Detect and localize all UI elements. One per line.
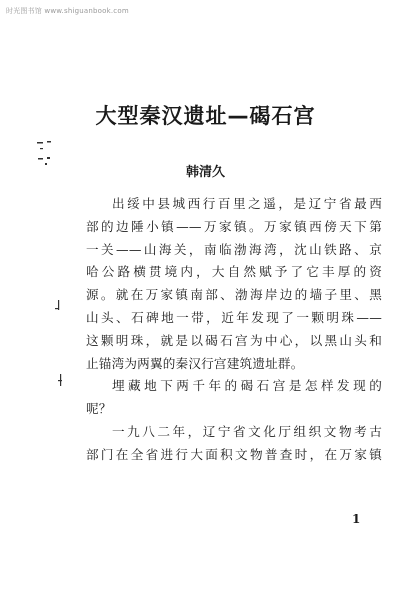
text-line: 出绥中县城西行百里之遥，是辽宁省最西: [112, 196, 382, 211]
text-line: 山头、石碑地一带，近年发现了一颗明珠——: [86, 309, 382, 325]
text-line: 源。就在万家镇南部、渤海岸边的墙子里、黑: [86, 287, 382, 303]
text-line: 这颗明珠，就是以碣石宫为中心，以黑山头和: [86, 332, 382, 348]
paragraph: [86, 421, 382, 467]
watermark: 时光图书馆 www.shiguanbook.com: [6, 7, 129, 15]
page-number: 1: [352, 512, 361, 526]
article-body: [86, 193, 382, 467]
author-name: 韩清久: [185, 165, 225, 180]
text-line: 哈公路横贯境内，大自然赋予了它丰厚的资: [86, 264, 382, 280]
text-line: 部的边陲小镇——万家镇。万家镇西傍天下第: [86, 218, 382, 234]
article-title: 大型秦汉遗址—碣石宫: [95, 104, 316, 128]
paragraph: [86, 375, 382, 421]
text-line: 部门在全省进行大面积文物普查时，在万家镇: [86, 446, 382, 462]
text-line: 一九八二年，辽宁省文化厅组织文物考古: [112, 423, 382, 439]
text-line: 埋藏地下两千年的碣石宫是怎样发现的: [112, 378, 382, 394]
text-line: 呢？: [86, 401, 112, 417]
paragraph: [86, 193, 382, 375]
text-line: 止锚湾为两翼的秦汉行宫建筑遗址群。: [86, 355, 304, 371]
text-line: 一关——山海关，南临渤海湾，沈山铁路、京: [86, 241, 382, 257]
